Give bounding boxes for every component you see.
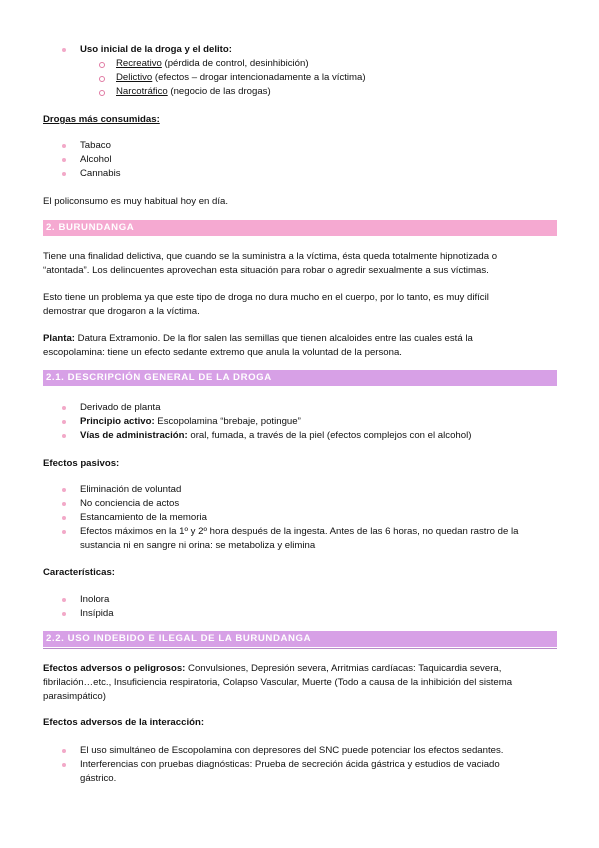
interaccion-item: El uso simultáneo de Escopolamina con depresores del SNC puede potenciar los efectos sedantes. <box>80 745 504 756</box>
drug-description-item <box>80 416 301 428</box>
paragraph-line <box>43 333 473 345</box>
item-text: Derivado de planta <box>80 402 161 413</box>
section-divider <box>43 648 557 649</box>
intro-subitem <box>116 58 309 70</box>
bullet-icon <box>62 48 66 52</box>
intro-subitem-rest: (efectos – drogar intencionadamente a la víctima) <box>152 72 366 83</box>
bullet-icon <box>62 516 66 520</box>
efecto-item: Eliminación de voluntad <box>80 484 182 495</box>
planta-label: Planta: <box>43 333 75 344</box>
paragraph-line: fibrilación…etc., Insuficiencia respiratoria, Colapso Vascular, Muerte (Todo a causa de la inhibición del sistema <box>43 677 513 688</box>
item-text: Escopolamina “brebaje, potingue” <box>154 416 301 427</box>
paragraph-line: escopolamina: tiene un efecto sedante extremo que anula la voluntad de la persona. <box>43 347 402 358</box>
section-2-2-title: 2.2. USO INDEBIDO E ILEGAL DE LA BURUNDANGA <box>46 633 312 644</box>
section-2-1-header <box>43 370 557 386</box>
intro-subitem-rest: (pérdida de control, desinhibición) <box>161 58 309 69</box>
circle-bullet-icon <box>99 76 105 82</box>
bullet-icon <box>62 172 66 176</box>
bullet-icon <box>62 530 66 534</box>
caracteristica-item: Inolora <box>80 594 110 605</box>
paragraph-line: “atontada”. Los delincuentes aprovechan esta situación para robar o agredir sexualmente a sus víctimas. <box>43 265 489 276</box>
bullet-icon <box>62 488 66 492</box>
intro-subitem-term: Delictivo <box>116 72 153 83</box>
drogas-item: Tabaco <box>80 140 111 151</box>
bullet-icon <box>62 502 66 506</box>
drug-description-item <box>80 402 161 414</box>
item-label: Vías de administración: <box>80 430 188 441</box>
efecto-item: Estancamiento de la memoria <box>80 512 207 523</box>
interaccion-item: Interferencias con pruebas diagnósticas: Prueba de secreción ácida gástrica y estudios de vaciado <box>80 759 500 770</box>
intro-subitem <box>116 86 271 98</box>
paragraph-line: Esto tiene un problema ya que este tipo de droga no dura mucho en el cuerpo, por lo tanto, es muy difícil <box>43 292 489 303</box>
bullet-icon <box>62 749 66 753</box>
circle-bullet-icon <box>99 90 105 96</box>
intro-subitem-rest: (negocio de las drogas) <box>167 86 271 97</box>
intro-list-title: Uso inicial de la droga y el delito: <box>80 44 232 55</box>
efectos-pasivos-heading: Efectos pasivos: <box>43 458 120 469</box>
interaccion-item-continuation: gástrico. <box>80 773 117 784</box>
item-text: oral, fumada, a través de la piel (efectos complejos con el alcohol) <box>187 430 472 441</box>
paragraph-line: parasimpático) <box>43 691 106 702</box>
drogas-item: Cannabis <box>80 168 121 179</box>
intro-subitem-term: Narcotráfico <box>116 86 168 97</box>
adversos-text: Convulsiones, Depresión severa, Arritmias cardíacas: Taquicardia severa, <box>185 663 502 674</box>
bullet-icon <box>62 158 66 162</box>
drug-description-item <box>80 430 471 442</box>
efecto-item: No conciencia de actos <box>80 498 180 509</box>
item-label: Principio activo: <box>80 416 155 427</box>
drogas-heading: Drogas más consumidas: <box>43 114 160 125</box>
bullet-icon <box>62 144 66 148</box>
paragraph-line <box>43 663 501 675</box>
interaccion-heading: Efectos adversos de la interacción: <box>43 717 205 728</box>
section-2-2-header <box>43 631 557 647</box>
section-2-title: 2. BURUNDANGA <box>46 222 135 233</box>
paragraph-line: demostrar que drogaron a la víctima. <box>43 306 200 317</box>
bullet-icon <box>62 434 66 438</box>
section-2-header <box>43 220 557 236</box>
circle-bullet-icon <box>99 62 105 68</box>
bullet-icon <box>62 598 66 602</box>
adversos-label: Efectos adversos o peligrosos: <box>43 663 186 674</box>
paragraph-line: Tiene una finalidad delictiva, que cuando se la suministra a la víctima, ésta queda totalmente hipnotizada o <box>43 251 498 262</box>
intro-subitem <box>116 72 366 84</box>
caracteristicas-heading: Características: <box>43 567 115 578</box>
section-2-1-title: 2.1. DESCRIPCIÓN GENERAL DE LA DROGA <box>46 372 272 383</box>
bullet-icon <box>62 420 66 424</box>
efecto-item: Efectos máximos en la 1º y 2º hora después de la ingesta. Antes de las 6 horas, no quedan rastro de la <box>80 526 519 537</box>
drogas-note: El policonsumo es muy habitual hoy en día. <box>43 196 229 207</box>
efecto-item-continuation: sustancia ni en sangre ni orina: se metaboliza y elimina <box>80 540 316 551</box>
caracteristica-item: Insípida <box>80 608 114 619</box>
planta-text: Datura Extramonio. De la flor salen las semillas que tienen alcaloides entre las cuales está la <box>75 333 473 344</box>
drogas-item: Alcohol <box>80 154 112 165</box>
bullet-icon <box>62 612 66 616</box>
bullet-icon <box>62 406 66 410</box>
bullet-icon <box>62 763 66 767</box>
intro-subitem-term: Recreativo <box>116 58 162 69</box>
